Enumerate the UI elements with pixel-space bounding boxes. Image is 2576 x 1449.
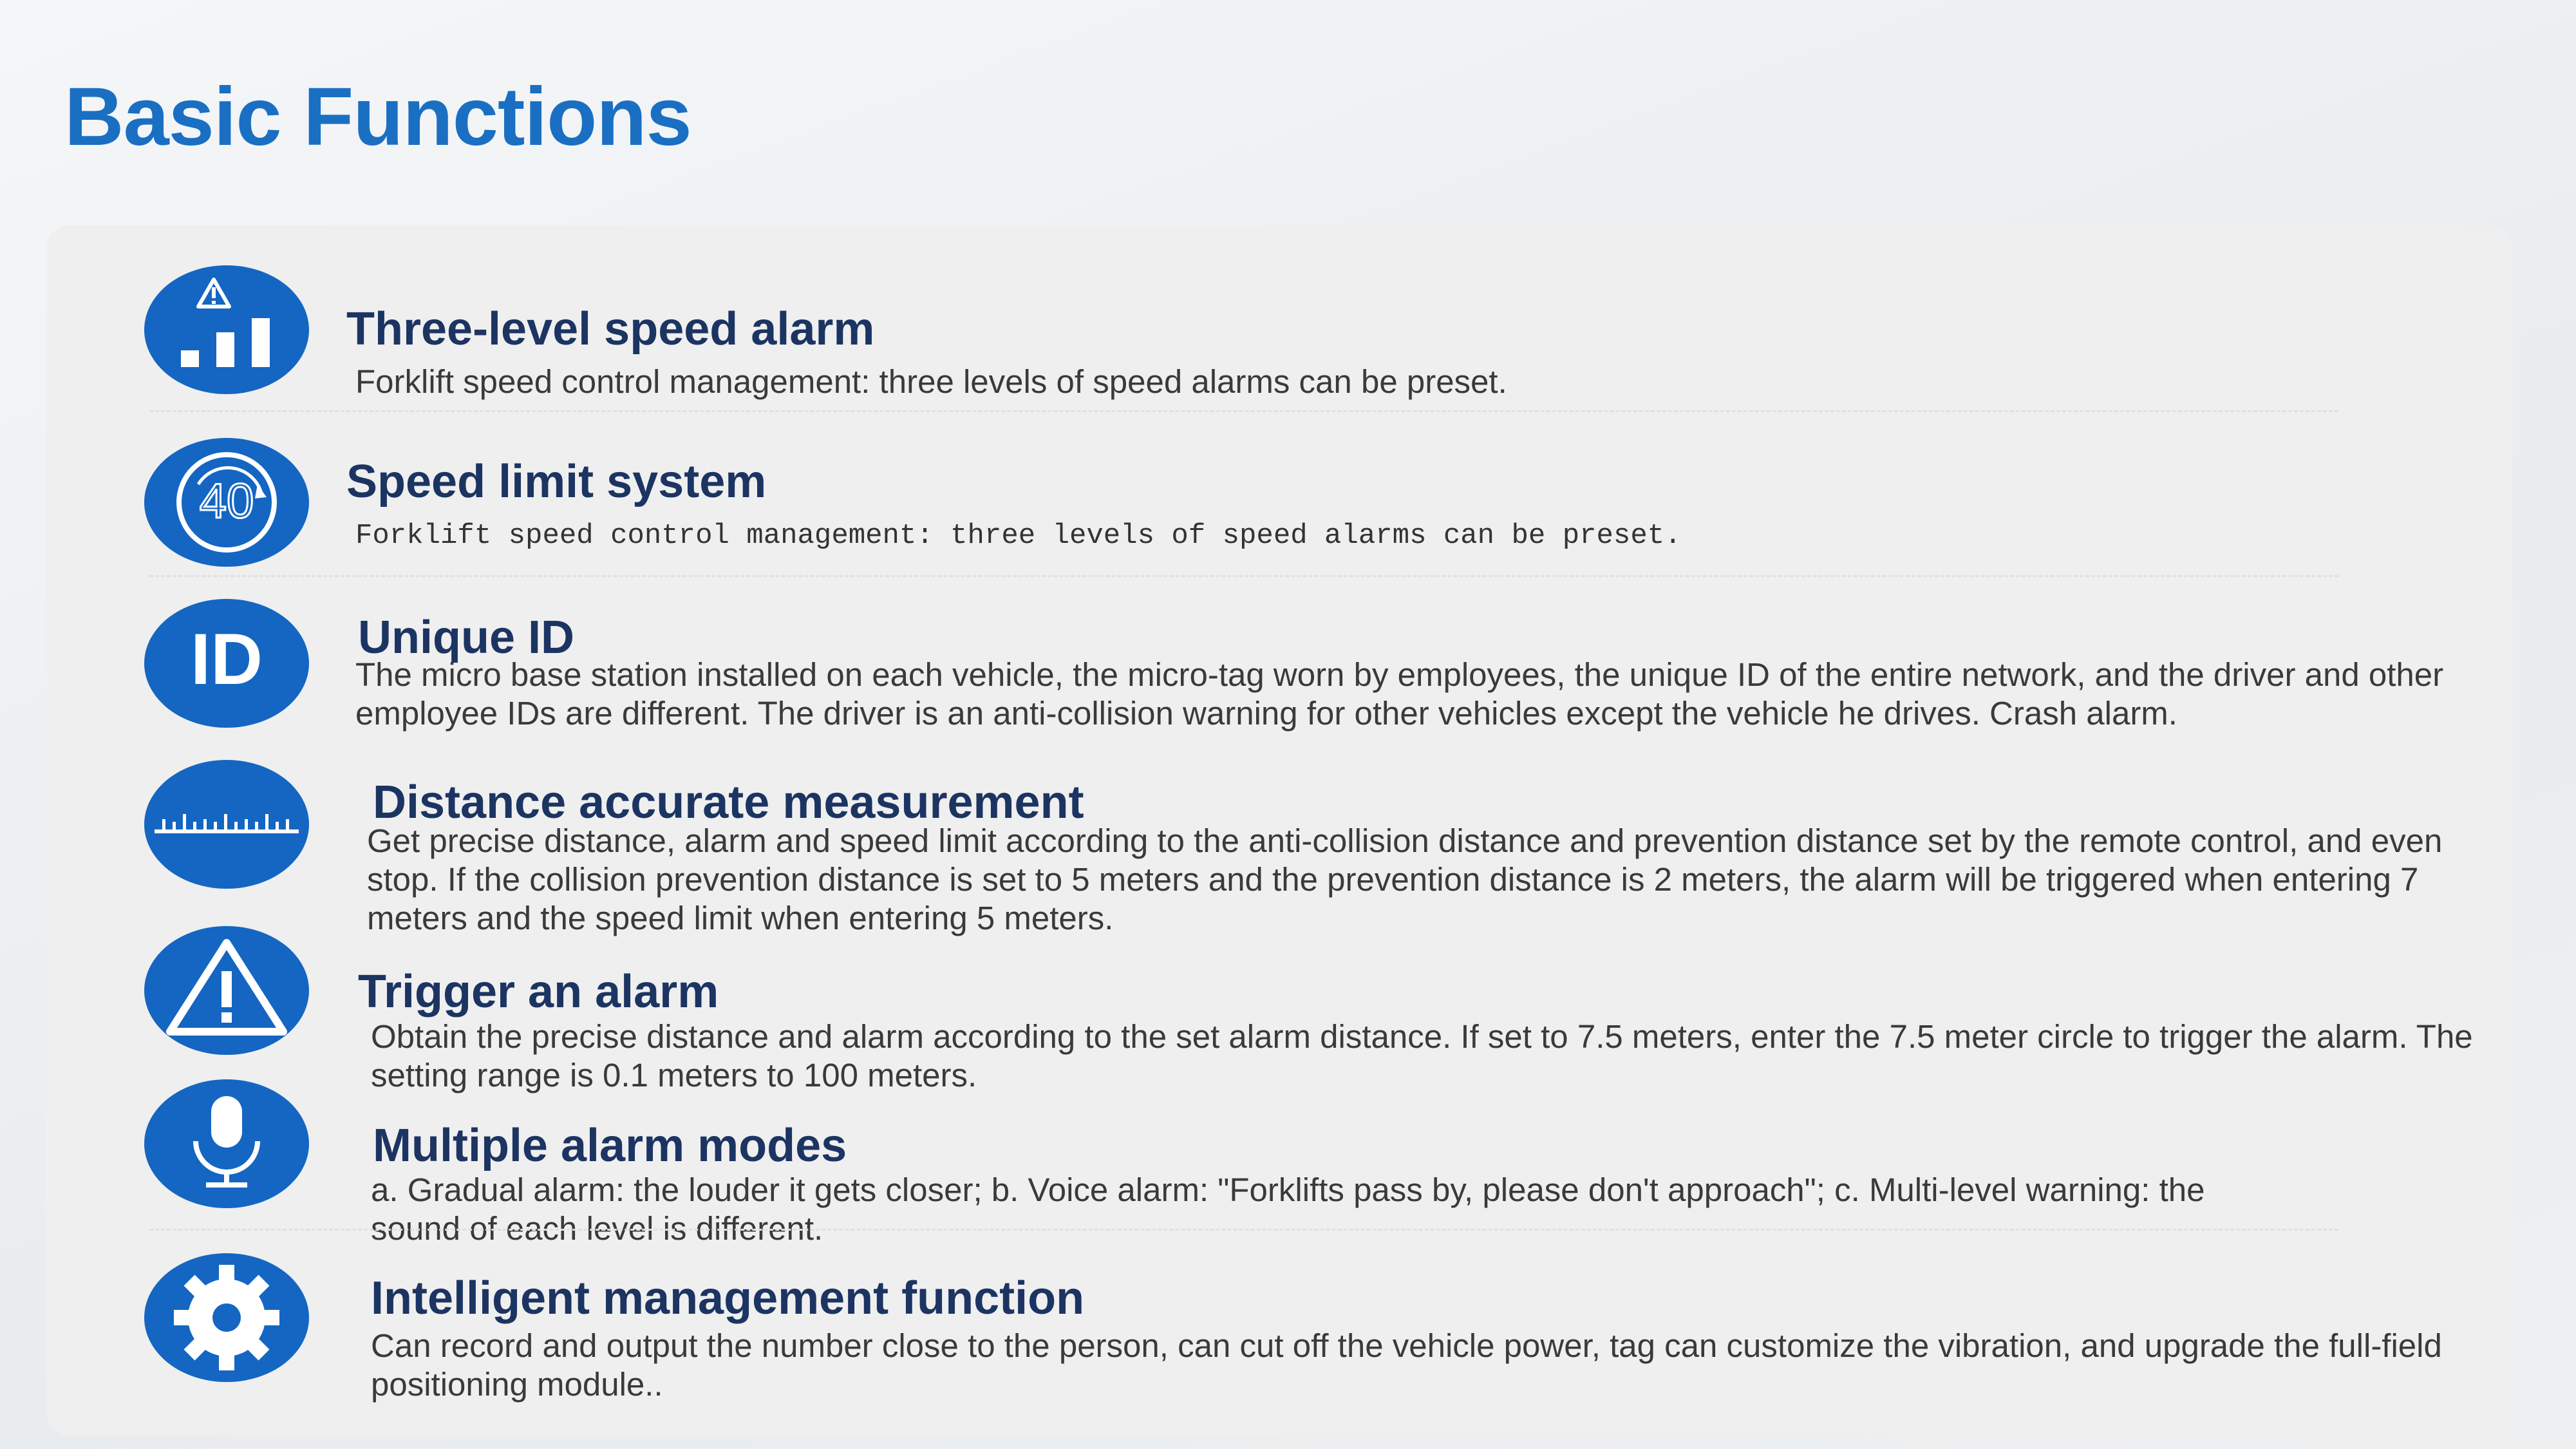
- item-title: Three-level speed alarm: [346, 303, 875, 355]
- item-description: Get precise distance, alarm and speed limit according to the anti-collision distance and prevention distance set by the remote control, and even stop. If the collision prevention distance is set to 5 meters and the prevention distance is 2 meters, the alarm will be triggered when entering 7 meters and the speed limit when entering 5 meters.: [367, 822, 2443, 936]
- divider: [149, 410, 2338, 412]
- item-description: Obtain the precise distance and alarm according to the set alarm distance. If set to 7.5 meters, enter the 7.5 meter circle to trigger the alarm. The setting range is 0.1 meters to 100 meters.: [371, 1018, 2473, 1094]
- item-title: Trigger an alarm: [358, 966, 719, 1018]
- page-title: Basic Functions: [64, 71, 691, 163]
- item-description: Can record and output the number close to the person, can cut off the vehicle power, tag can customize the vibration, and upgrade the full-field positioning module..: [371, 1327, 2442, 1403]
- item-title: Speed limit system: [346, 456, 767, 507]
- item-description: Forklift speed control management: three levels of speed alarms can be preset.: [355, 363, 1507, 400]
- speed-alarm-icon: [144, 265, 309, 394]
- functions-panel: [46, 225, 2512, 1436]
- gear-icon: [144, 1253, 309, 1382]
- id-icon: [144, 599, 309, 728]
- item-description: Forklift speed control management: three levels of speed alarms can be preset.: [355, 520, 1682, 552]
- divider: [149, 1229, 2338, 1231]
- item-title: Intelligent management function: [371, 1273, 1085, 1324]
- divider: [149, 575, 2338, 577]
- microphone-icon: [144, 1079, 309, 1208]
- item-description: a. Gradual alarm: the louder it gets closer; b. Voice alarm: "Forklifts pass by, please don't approach"; c. Multi-level warning: the sound of each level is different.: [371, 1171, 2205, 1247]
- svg-text:40: 40: [199, 474, 254, 529]
- ruler-icon: [144, 760, 309, 889]
- warning-triangle-icon: [144, 926, 309, 1055]
- item-description: The micro base station installed on each vehicle, the micro-tag worn by employees, the unique ID of the entire network, and the driver and other employee IDs are different. The driver is an anti-collision warning for other vehicles except the vehicle he drives. Crash alarm.: [355, 656, 2444, 732]
- item-title: Distance accurate measurement: [373, 777, 1084, 828]
- item-title: Multiple alarm modes: [373, 1120, 847, 1171]
- svg-text:ID: ID: [191, 619, 263, 699]
- speed-limit-40-icon: [144, 438, 309, 567]
- item-title: Unique ID: [358, 612, 574, 663]
